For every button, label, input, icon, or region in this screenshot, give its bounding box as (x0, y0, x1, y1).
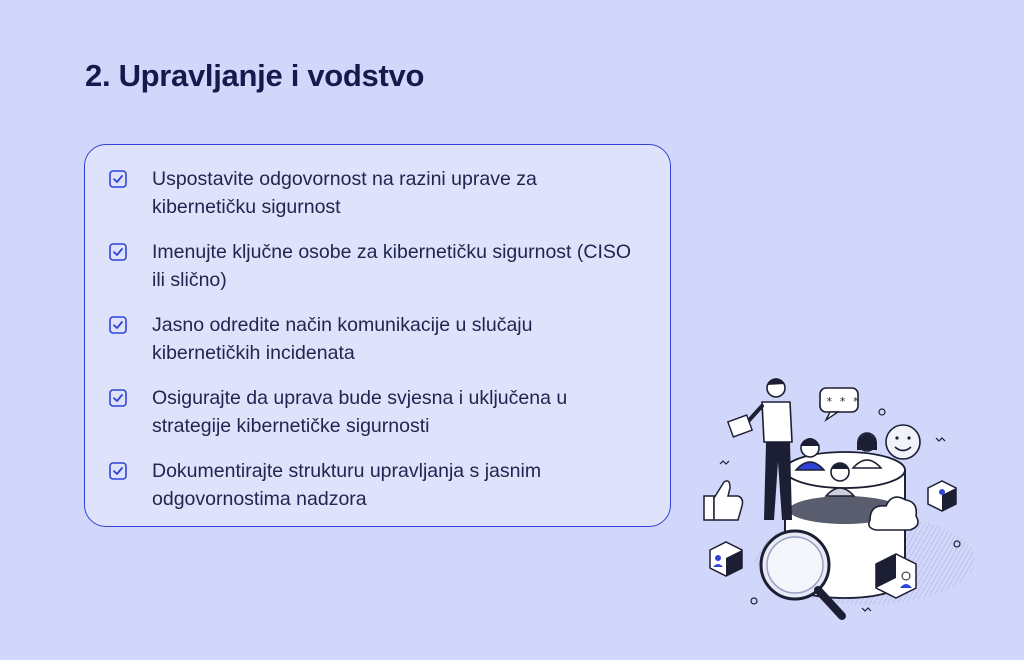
checkbox-checked-icon (109, 316, 127, 334)
list-item-text: Dokumentirajte strukturu upravljanja s jasnim odgovornostima nadzora (152, 460, 542, 510)
smiley-icon (886, 425, 920, 459)
list-item-text: Uspostavite odgovornost na razini uprave za kibernetičku sigurnost (152, 168, 537, 218)
checkbox-checked-icon (109, 389, 127, 407)
checklist (85, 165, 670, 530)
list-item (85, 311, 670, 384)
list-item (85, 384, 670, 457)
checkbox-checked-icon (109, 170, 127, 188)
user-cube-icon (928, 481, 956, 511)
list-item-text: Imenujte ključne osobe za kibernetičku sigurnost (CISO ili slično) (152, 241, 632, 291)
list-item (85, 457, 670, 530)
list-item (85, 238, 670, 311)
page-title: 2. Upravljanje i vodstvo (85, 58, 425, 93)
team-illustration (690, 370, 990, 630)
checklist-card (84, 144, 671, 527)
list-item (85, 165, 670, 238)
thumbs-up-icon (704, 481, 743, 520)
list-item-text: Jasno odredite način komunikacije u slučaju kibernetičkih incidenata (152, 314, 533, 364)
chat-bubble-icon (820, 388, 859, 420)
password-stars: * * * (826, 395, 860, 408)
user-cube-icon (876, 554, 916, 598)
checkbox-checked-icon (109, 462, 127, 480)
checkbox-checked-icon (109, 243, 127, 261)
user-cube-icon (710, 542, 742, 576)
list-item-text: Osigurajte da uprava bude svjesna i uključena u strategije kibernetičke sigurnosti (152, 387, 568, 437)
